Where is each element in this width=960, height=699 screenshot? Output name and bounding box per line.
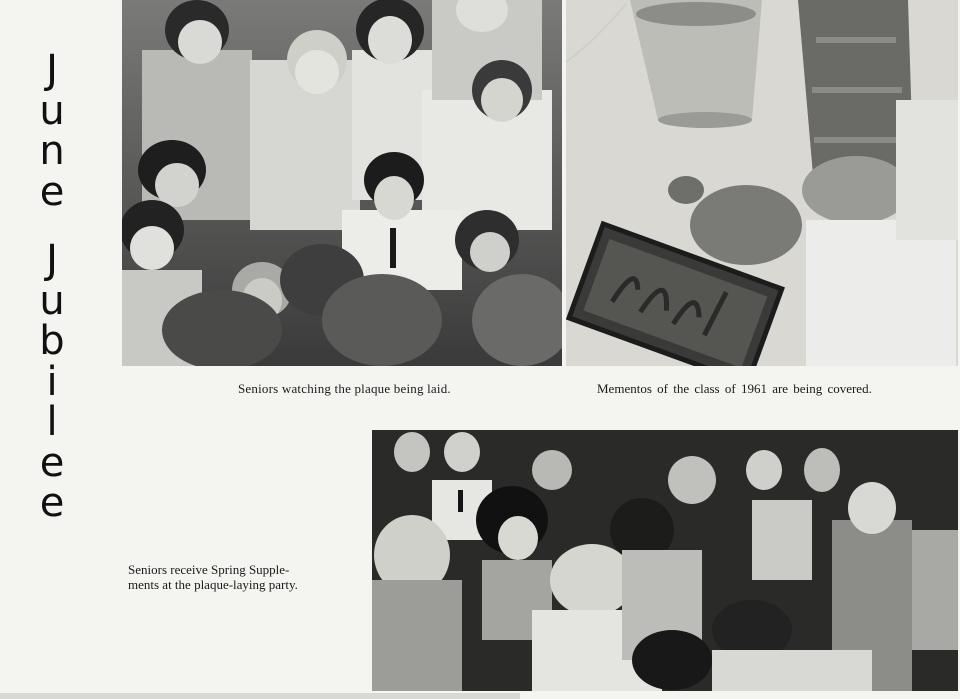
plaque-photo-illustration	[566, 0, 958, 366]
page-title-vertical	[22, 47, 82, 526]
caption-supplements	[128, 562, 348, 592]
title-letter: e	[39, 439, 65, 486]
caption-seniors-watching: Seniors watching the plaque being laid.	[238, 381, 451, 396]
title-letter: b	[39, 318, 65, 364]
caption-line: ments at the plaque-laying party.	[128, 577, 298, 592]
title-letter: u	[39, 277, 65, 324]
title-letter: J	[46, 47, 58, 93]
bottom-edge-rule	[0, 693, 520, 699]
title-letter: i	[46, 358, 58, 405]
title-letter: J	[46, 237, 58, 283]
party-photo-illustration	[372, 430, 958, 691]
title-letter: n	[39, 128, 65, 174]
photo-seniors-party	[372, 430, 958, 691]
caption-mementos: Mementos of the class of 1961 are being covered.	[597, 381, 872, 396]
crowd-photo-illustration	[122, 0, 562, 366]
title-letter: e	[39, 168, 65, 215]
title-letter: e	[39, 480, 65, 526]
photo-mementos-plaque	[566, 0, 958, 366]
title-letter: u	[39, 87, 65, 134]
photo-seniors-watching	[122, 0, 562, 366]
caption-line: Seniors receive Spring Supple-	[128, 562, 290, 577]
title-letter: l	[46, 399, 58, 445]
